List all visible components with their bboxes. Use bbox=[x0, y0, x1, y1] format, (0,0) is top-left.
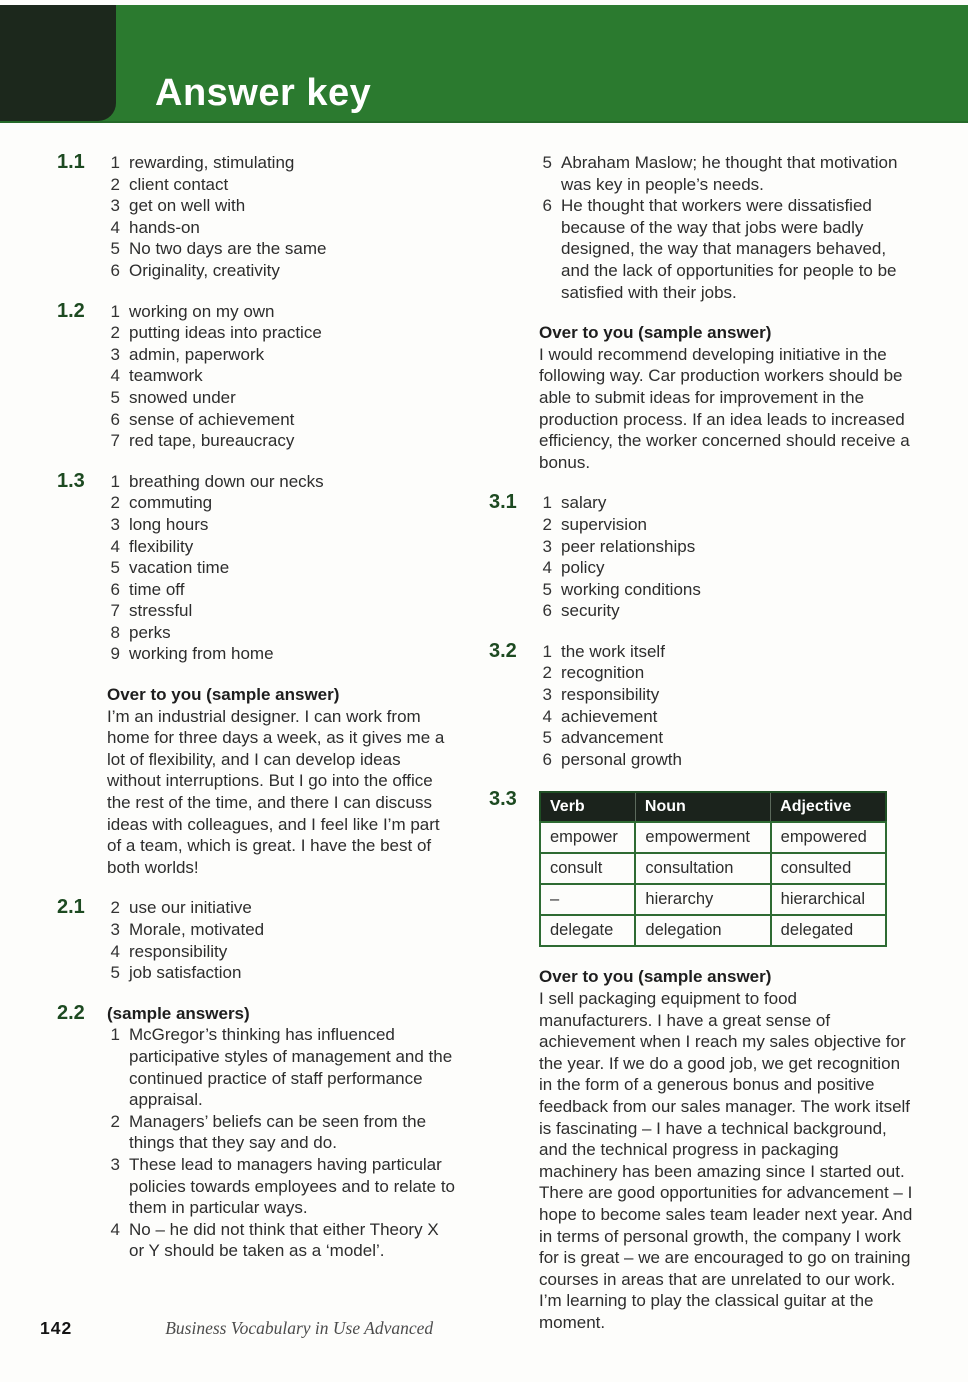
answer-number: 4 bbox=[110, 1219, 120, 1239]
table-cell: hierarchy bbox=[635, 884, 770, 915]
answer-text: admin, paperwork bbox=[129, 344, 265, 364]
table-cell: delegation bbox=[635, 915, 770, 946]
section-number: 1.1 bbox=[57, 151, 85, 173]
answer-text: Abraham Maslow; he thought that motivation was key in people’s needs. bbox=[561, 153, 898, 194]
page-title: Answer key bbox=[155, 72, 372, 114]
answer-item bbox=[107, 174, 457, 196]
word-forms-table bbox=[539, 791, 887, 947]
section-1-3 bbox=[57, 471, 457, 665]
answer-number: 5 bbox=[110, 558, 120, 578]
answer-key-columns bbox=[0, 152, 968, 1353]
answer-item bbox=[539, 749, 913, 771]
answer-item bbox=[539, 557, 913, 579]
section-answers bbox=[539, 492, 913, 622]
answer-text: No – he did not think that either Theory X or Y should be taken as a ‘model’. bbox=[129, 1219, 439, 1261]
answer-text: snowed under bbox=[129, 387, 236, 407]
table-cell: empowered bbox=[771, 822, 886, 853]
answer-number: 4 bbox=[542, 558, 552, 578]
answer-text: advancement bbox=[561, 728, 664, 748]
answer-text: hands-on bbox=[129, 217, 200, 237]
sample-answers-subheading: (sample answers) bbox=[107, 1003, 250, 1023]
answer-text: working conditions bbox=[561, 579, 701, 599]
section-2-2 bbox=[57, 1003, 457, 1262]
answer-number: 5 bbox=[542, 579, 552, 599]
answer-text: working from home bbox=[129, 644, 274, 664]
answer-item bbox=[107, 387, 457, 409]
header-dark-tab bbox=[0, 5, 116, 121]
section-answers bbox=[539, 152, 913, 303]
answer-text: Morale, motivated bbox=[129, 920, 265, 939]
over-to-you-1-3 bbox=[57, 684, 457, 878]
answer-item bbox=[107, 579, 457, 601]
answer-text: rewarding, stimulating bbox=[129, 153, 295, 172]
answer-number: 3 bbox=[542, 685, 552, 705]
over-to-you-heading: Over to you (sample answer) bbox=[539, 323, 772, 343]
table-cell: – bbox=[540, 884, 635, 915]
section-1-2 bbox=[57, 301, 457, 452]
answer-number: 4 bbox=[110, 941, 120, 961]
answer-number: 4 bbox=[110, 366, 120, 386]
answer-text: personal growth bbox=[561, 749, 682, 769]
table-cell: delegate bbox=[540, 915, 635, 946]
answer-text: sense of achievement bbox=[129, 409, 295, 429]
answer-text: get on well with bbox=[129, 196, 246, 216]
answer-number: 9 bbox=[110, 644, 120, 664]
answer-item bbox=[107, 643, 457, 665]
answer-number: 6 bbox=[542, 601, 552, 621]
answer-text: recognition bbox=[561, 663, 645, 683]
section-1-1 bbox=[57, 152, 457, 282]
table-header-verb: Verb bbox=[540, 792, 635, 822]
answer-item bbox=[107, 536, 457, 558]
section-answers bbox=[539, 641, 913, 771]
answer-number: 4 bbox=[542, 706, 552, 726]
table-cell: hierarchical bbox=[771, 884, 886, 915]
answer-item bbox=[107, 1024, 457, 1110]
answer-item bbox=[539, 706, 913, 728]
answer-item bbox=[107, 430, 457, 452]
answer-number: 1 bbox=[542, 641, 552, 661]
over-to-you-heading: Over to you (sample answer) bbox=[107, 685, 340, 705]
answer-number: 6 bbox=[110, 260, 120, 280]
section-answers bbox=[107, 897, 457, 983]
answer-item bbox=[539, 492, 913, 514]
right-column bbox=[489, 152, 913, 1353]
answer-number: 1 bbox=[110, 301, 120, 321]
section-answers bbox=[107, 471, 457, 665]
answer-text: use our initiative bbox=[129, 898, 252, 918]
left-column bbox=[57, 152, 457, 1281]
answer-item bbox=[107, 344, 457, 366]
section-answers bbox=[107, 301, 457, 452]
section-number: 1.2 bbox=[57, 299, 85, 322]
answer-item bbox=[107, 471, 457, 493]
table-row bbox=[540, 822, 886, 853]
answer-text: He thought that workers were dissatisfied because of the way that jobs were badly designed, the way that managers behaved, and the lack of opportunities for people to be satisfied with their jobs. bbox=[561, 196, 897, 302]
answer-item bbox=[539, 152, 913, 195]
book-title: Business Vocabulary in Use Advanced bbox=[165, 1318, 434, 1338]
answer-text: McGregor’s thinking has influenced participative styles of management and the continued practice of staff performance appraisal. bbox=[129, 1025, 453, 1110]
sample-answer-paragraph: I sell packaging equipment to food manufacturers. I have a great sense of achievement when I reach my sales objective for the year. If we do a good job, we get recognition in the form of a generous bonus and positive feedback from our sales manager. The work itself is fascinating – I have a technical background, and the technical progress in packaging machinery has been amazing since I started out. There are good opportunities for advancement – I hope to become sales team leader next year. And in terms of personal growth, the company I work for is great – we are encouraged to go on training courses in areas that are unrelated to our work. I’m learning to play the classical guitar at the moment. bbox=[539, 989, 913, 1332]
table-cell: consult bbox=[540, 853, 635, 884]
answer-number: 7 bbox=[110, 431, 120, 451]
over-to-you-2-2 bbox=[489, 322, 913, 473]
answer-text: working on my own bbox=[129, 301, 275, 321]
answer-item bbox=[539, 579, 913, 601]
over-to-you-3-3 bbox=[489, 966, 913, 1333]
answer-item bbox=[107, 365, 457, 387]
answer-number: 2 bbox=[110, 174, 120, 194]
page-number: 142 bbox=[40, 1318, 73, 1338]
answer-number: 5 bbox=[110, 239, 120, 259]
answer-number: 2 bbox=[110, 493, 120, 513]
answer-number: 4 bbox=[110, 217, 120, 237]
answer-text: client contact bbox=[129, 174, 229, 194]
section-number: 3.1 bbox=[489, 491, 517, 514]
answer-text: stressful bbox=[129, 601, 193, 621]
answer-item bbox=[107, 1111, 457, 1154]
answer-number: 2 bbox=[110, 1111, 120, 1131]
answer-item bbox=[107, 919, 457, 941]
answer-text: These lead to managers having particular policies towards employees and to relate to them in particular ways. bbox=[129, 1154, 456, 1218]
answer-item bbox=[107, 941, 457, 963]
page-footer bbox=[40, 1318, 433, 1339]
answer-number: 6 bbox=[110, 579, 120, 599]
answer-item bbox=[539, 684, 913, 706]
answer-item bbox=[107, 622, 457, 644]
answer-text: Managers’ beliefs can be seen from the things that they say and do. bbox=[129, 1111, 427, 1153]
answer-text: putting ideas into practice bbox=[129, 323, 322, 343]
answer-item bbox=[107, 514, 457, 536]
answer-text: responsibility bbox=[561, 685, 660, 705]
answer-number: 5 bbox=[542, 728, 552, 748]
answer-number: 3 bbox=[110, 1154, 120, 1174]
answer-item bbox=[539, 641, 913, 663]
answer-number: 5 bbox=[110, 387, 120, 407]
section-number: 1.3 bbox=[57, 469, 85, 492]
table-cell: delegated bbox=[771, 915, 886, 946]
answer-number: 1 bbox=[542, 493, 552, 513]
answer-item bbox=[107, 897, 457, 919]
sample-answer-paragraph: I would recommend developing initiative in the following way. Car production workers should be able to submit ideas for improvement in the production process. If an idea leads to increased efficiency, the worker concerned should receive a bonus. bbox=[539, 344, 910, 472]
answer-item bbox=[107, 260, 457, 282]
table-row bbox=[540, 853, 886, 884]
section-3-3 bbox=[489, 789, 913, 947]
section-2-1 bbox=[57, 897, 457, 983]
answer-text: peer relationships bbox=[561, 536, 696, 556]
section-number: 2.2 bbox=[57, 1001, 85, 1024]
answer-number: 8 bbox=[110, 622, 120, 642]
answer-number: 2 bbox=[542, 663, 552, 683]
answer-item bbox=[107, 962, 457, 984]
answer-item bbox=[539, 727, 913, 749]
answer-item bbox=[539, 514, 913, 536]
answer-item bbox=[107, 152, 457, 174]
answer-item bbox=[107, 600, 457, 622]
table-cell: consultation bbox=[635, 853, 770, 884]
answer-text: breathing down our necks bbox=[129, 471, 324, 491]
answer-number: 7 bbox=[110, 601, 120, 621]
answer-text: responsibility bbox=[129, 941, 228, 961]
answer-text: supervision bbox=[561, 514, 647, 534]
answer-item bbox=[539, 536, 913, 558]
section-3-1 bbox=[489, 492, 913, 622]
answer-text: security bbox=[561, 601, 620, 621]
answer-number: 5 bbox=[110, 963, 120, 983]
answer-item bbox=[107, 557, 457, 579]
answer-item bbox=[107, 492, 457, 514]
answer-item bbox=[107, 1154, 457, 1219]
table-cell: empower bbox=[540, 822, 635, 853]
table-row bbox=[540, 915, 886, 946]
answer-item bbox=[107, 195, 457, 217]
section-answers bbox=[107, 1003, 457, 1262]
table-header-row bbox=[540, 792, 886, 822]
answer-text: red tape, bureaucracy bbox=[129, 431, 295, 451]
answer-number: 3 bbox=[110, 196, 120, 216]
answer-number: 6 bbox=[542, 749, 552, 769]
section-answers bbox=[107, 152, 457, 282]
answer-item bbox=[539, 600, 913, 622]
answer-item bbox=[107, 238, 457, 260]
sample-answer-paragraph: I’m an industrial designer. I can work from home for three days a week, as it gives me a lot of flexibility, and I can develop ideas without interruptions. But I go into the office the rest of the time, and there I can discuss ideas with colleagues, and I feel like I’m part of a team, which is great. I have the best of both worlds! bbox=[107, 706, 445, 877]
section-number: 2.1 bbox=[57, 896, 85, 919]
table-cell: consulted bbox=[771, 853, 886, 884]
section-3-2 bbox=[489, 641, 913, 771]
page-header-banner bbox=[0, 5, 968, 123]
answer-item bbox=[107, 1219, 457, 1262]
answer-item bbox=[107, 217, 457, 239]
answer-text: perks bbox=[129, 622, 171, 642]
answer-item bbox=[107, 301, 457, 323]
answer-number: 3 bbox=[110, 344, 120, 364]
answer-text: achievement bbox=[561, 706, 658, 726]
answer-text: time off bbox=[129, 579, 185, 599]
answer-number: 3 bbox=[110, 514, 120, 534]
answer-text: No two days are the same bbox=[129, 239, 327, 259]
answer-text: vacation time bbox=[129, 558, 230, 578]
answer-number: 2 bbox=[110, 898, 120, 918]
table-row bbox=[540, 884, 886, 915]
answer-number: 4 bbox=[110, 536, 120, 556]
over-to-you-heading: Over to you (sample answer) bbox=[539, 967, 772, 987]
answer-text: Originality, creativity bbox=[129, 260, 280, 280]
answer-number: 6 bbox=[110, 409, 120, 429]
answer-text: commuting bbox=[129, 493, 213, 513]
answer-text: salary bbox=[561, 493, 607, 513]
answer-number: 5 bbox=[542, 153, 552, 172]
answer-number: 2 bbox=[542, 514, 552, 534]
answer-text: flexibility bbox=[129, 536, 194, 556]
answer-number: 3 bbox=[542, 536, 552, 556]
section-number: 3.2 bbox=[489, 639, 517, 662]
section-number: 3.3 bbox=[489, 788, 517, 811]
answer-text: job satisfaction bbox=[129, 963, 242, 983]
answer-item bbox=[107, 322, 457, 344]
answer-number: 2 bbox=[110, 323, 120, 343]
answer-item bbox=[107, 409, 457, 431]
answer-text: the work itself bbox=[561, 641, 665, 661]
table-cell: empowerment bbox=[635, 822, 770, 853]
answer-number: 3 bbox=[110, 920, 120, 939]
table-header-adjective: Adjective bbox=[771, 792, 886, 822]
answer-text: long hours bbox=[129, 514, 209, 534]
answer-number: 1 bbox=[110, 1025, 120, 1045]
answer-number: 1 bbox=[110, 153, 120, 172]
answer-text: teamwork bbox=[129, 366, 203, 386]
answer-item bbox=[539, 195, 913, 303]
table-header-noun: Noun bbox=[635, 792, 770, 822]
answer-text: policy bbox=[561, 558, 605, 578]
answer-number: 1 bbox=[110, 471, 120, 491]
answer-number: 6 bbox=[542, 196, 552, 216]
section-2-2-continued bbox=[489, 152, 913, 303]
answer-item bbox=[539, 662, 913, 684]
